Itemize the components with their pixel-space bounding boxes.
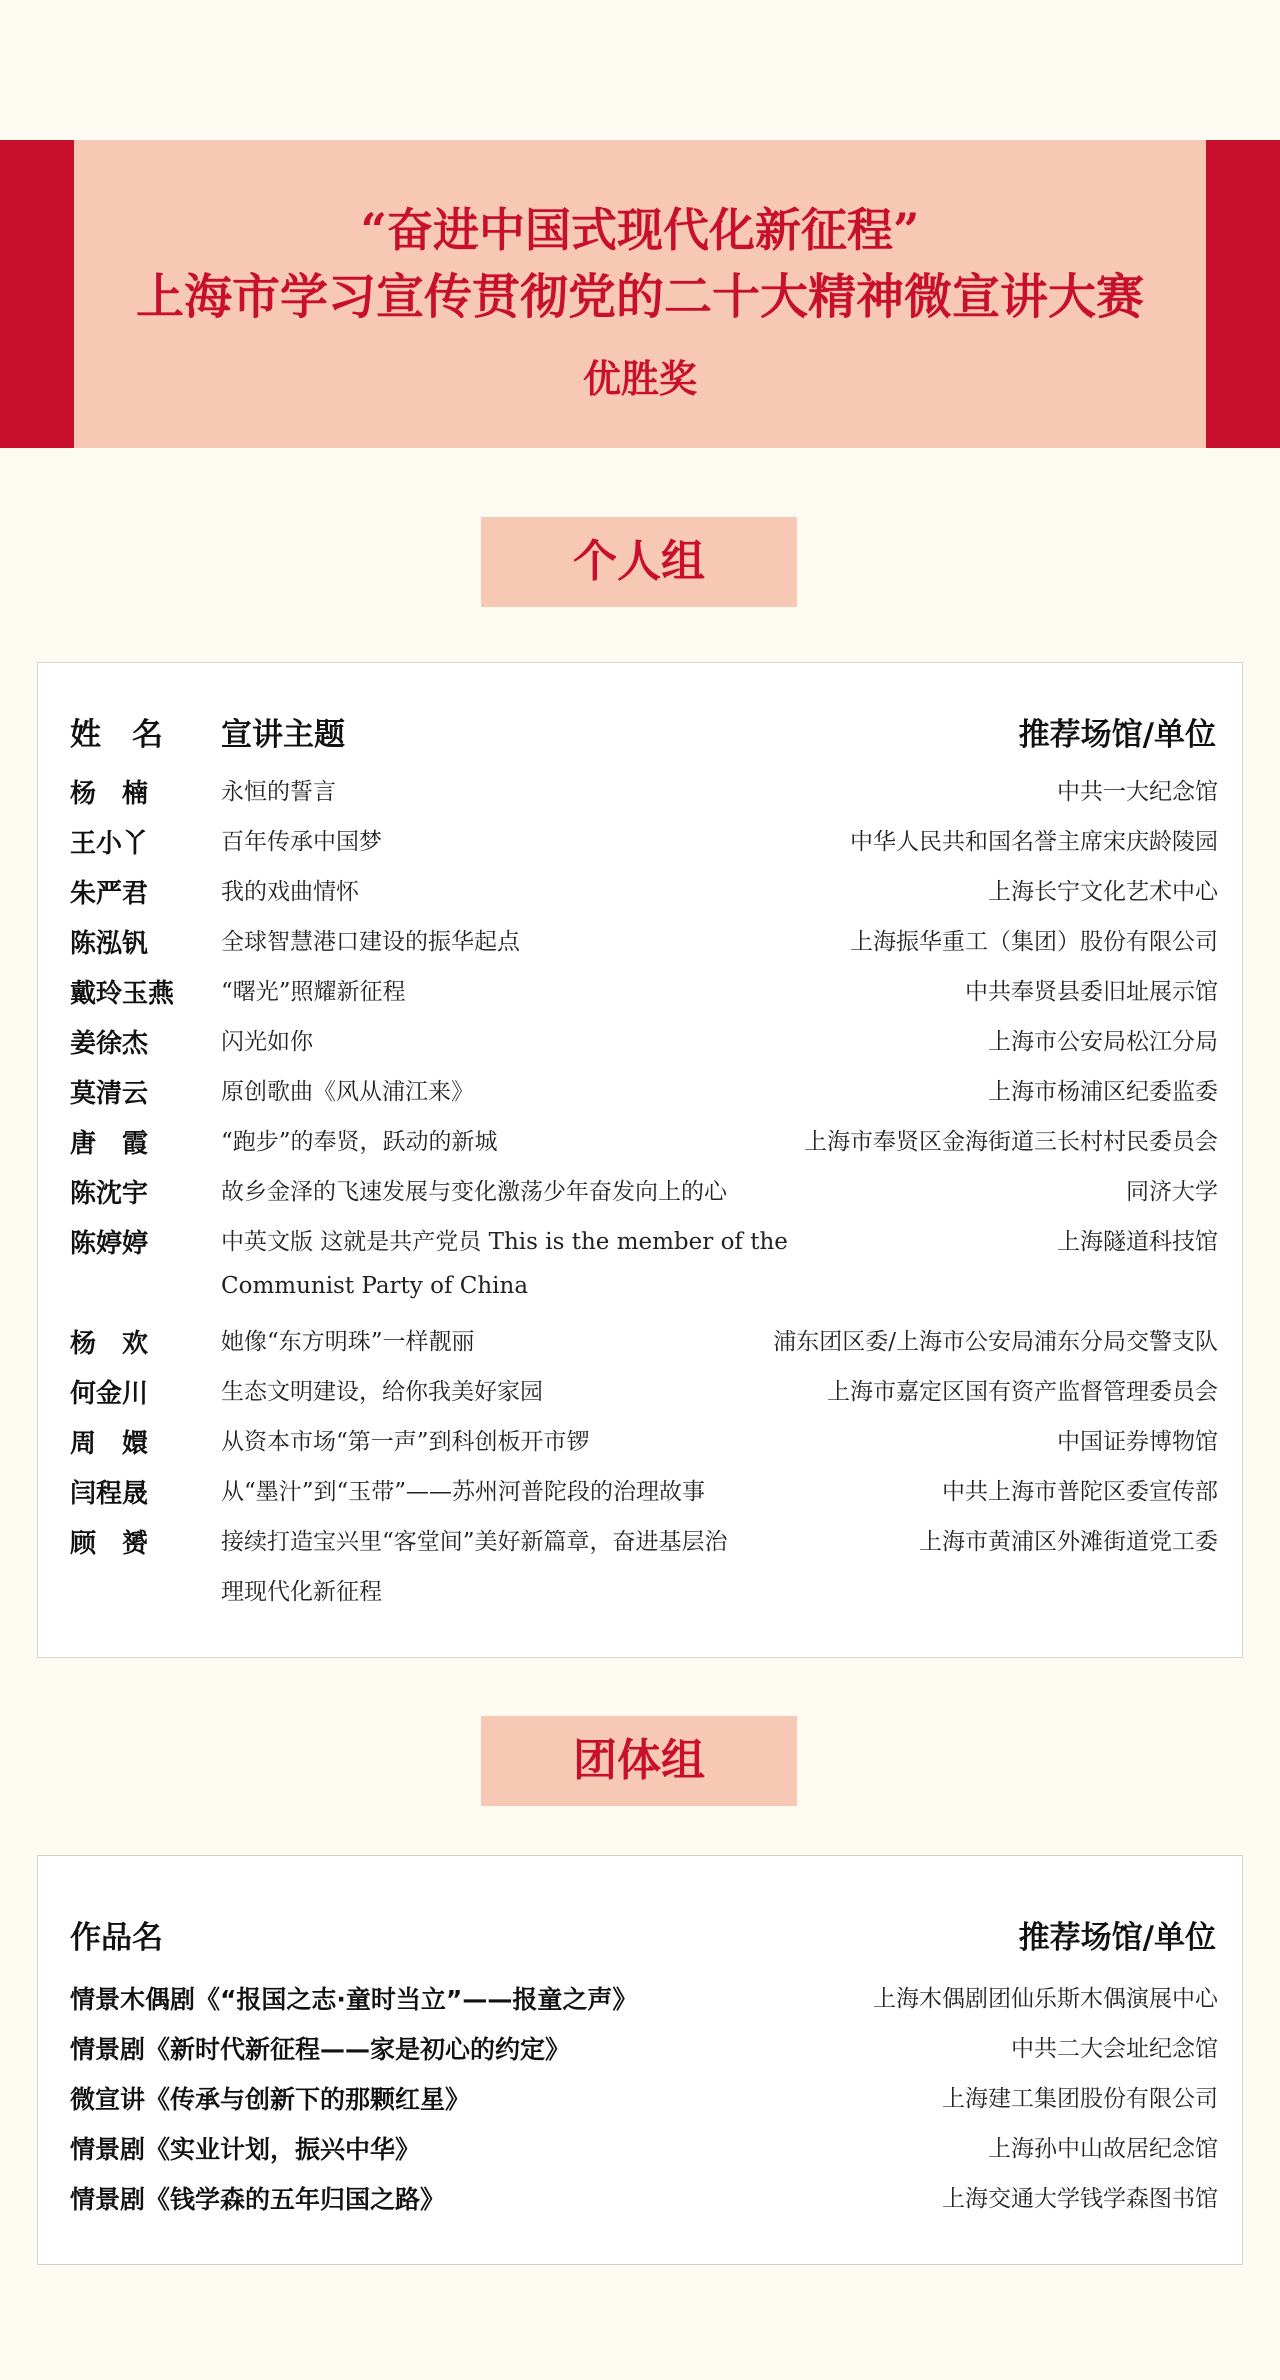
table-row xyxy=(38,1423,1244,1463)
row-name: 杨欢 xyxy=(70,1329,175,1359)
row-topic: 全球智慧港口建设的振华起点 xyxy=(221,929,520,955)
table-row xyxy=(38,1073,1244,1113)
row-topic: 闪光如你 xyxy=(221,1029,313,1055)
individual-panel xyxy=(37,662,1243,1658)
row-work: 情景剧《钱学森的五年归国之路》 xyxy=(70,2185,446,2214)
table-row xyxy=(38,1523,1244,1613)
row-unit: 上海孙中山故居纪念馆 xyxy=(988,2136,1218,2162)
row-work: 情景木偶剧《“报国之志·童时当立”——报童之声》 xyxy=(70,1985,638,2014)
table-row xyxy=(38,1373,1244,1413)
row-unit: 同济大学 xyxy=(1126,1179,1218,1205)
table-row xyxy=(38,1123,1244,1163)
row-topic: 从资本市场“第一声”到科创板开市锣 xyxy=(221,1429,590,1455)
row-name: 戴玲玉燕 xyxy=(70,979,175,1009)
row-unit: 中国证券博物馆 xyxy=(1057,1429,1218,1455)
row-unit: 上海交通大学钱学森图书馆 xyxy=(942,2186,1218,2212)
row-name: 何金川 xyxy=(70,1379,149,1409)
table-row xyxy=(38,1473,1244,1513)
table-row xyxy=(38,1223,1244,1313)
group-section-label: 团体组 xyxy=(481,1716,797,1806)
row-name: 陈婷婷 xyxy=(70,1229,149,1259)
award-title: 优胜奖 xyxy=(582,356,697,401)
row-topic: 生态文明建设，给你我美好家园 xyxy=(221,1379,543,1405)
table-row xyxy=(38,973,1244,1013)
row-unit: 上海市奉贤区金海街道三长村村民委员会 xyxy=(804,1129,1218,1155)
row-name: 唐霞 xyxy=(70,1129,175,1159)
row-unit: 中共奉贤县委旧址展示馆 xyxy=(965,979,1218,1005)
row-name: 闫程晟 xyxy=(70,1479,149,1509)
row-work: 微宣讲《传承与创新下的那颗红星》 xyxy=(70,2085,471,2114)
table-row xyxy=(38,2130,1244,2170)
table-row xyxy=(38,823,1244,863)
row-topic: 原创歌曲《风从浦江来》 xyxy=(221,1079,474,1105)
row-topic: “曙光”照耀新征程 xyxy=(221,979,406,1005)
table-row xyxy=(38,1980,1244,2020)
table-row xyxy=(38,1023,1244,1063)
table-row xyxy=(38,2080,1244,2120)
row-topic: 我的戏曲情怀 xyxy=(221,879,359,905)
column-header-name: 姓 名 xyxy=(70,717,163,753)
title-line-2: 上海市学习宣传贯彻党的二十大精神微宣讲大赛 xyxy=(135,269,1144,325)
row-topic: 永恒的誓言 xyxy=(221,779,336,805)
title-line-1: “奋进中国式现代化新征程” xyxy=(360,203,920,257)
row-name: 顾赟 xyxy=(70,1529,175,1559)
row-work: 情景剧《新时代新征程——家是初心的约定》 xyxy=(70,2035,571,2064)
row-topic-continued: 理现代化新征程 xyxy=(221,1579,382,1605)
row-topic: 她像“东方明珠”一样靓丽 xyxy=(221,1329,475,1355)
row-unit: 上海市公安局松江分局 xyxy=(988,1029,1218,1055)
row-name: 姜徐杰 xyxy=(70,1029,149,1059)
row-work: 情景剧《实业计划，振兴中华》 xyxy=(70,2135,421,2164)
table-row xyxy=(38,2180,1244,2220)
table-row xyxy=(38,2030,1244,2070)
row-topic: 中英文版 这就是共产党员 This is the member of the xyxy=(221,1229,788,1255)
group-panel xyxy=(37,1855,1243,2265)
row-unit: 上海木偶剧团仙乐斯木偶演展中心 xyxy=(873,1986,1218,2012)
row-name: 陈泓钒 xyxy=(70,929,149,959)
row-topic-continued: Communist Party of China xyxy=(221,1273,529,1299)
row-topic: 百年传承中国梦 xyxy=(221,829,382,855)
row-unit: 上海市杨浦区纪委监委 xyxy=(988,1079,1218,1105)
table-row xyxy=(38,1173,1244,1213)
row-name: 周嬛 xyxy=(70,1429,175,1459)
row-topic: 故乡金泽的飞速发展与变化激荡少年奋发向上的心 xyxy=(221,1179,727,1205)
individual-group-label: 个人组 xyxy=(481,517,797,607)
row-name: 杨楠 xyxy=(70,779,175,809)
table-row xyxy=(38,923,1244,963)
row-name: 陈沈宇 xyxy=(70,1179,149,1209)
title-banner xyxy=(0,140,1280,448)
row-unit: 中共上海市普陀区委宣传部 xyxy=(942,1479,1218,1505)
row-unit: 上海振华重工（集团）股份有限公司 xyxy=(850,929,1218,955)
column-header-unit: 推荐场馆/单位 xyxy=(1018,717,1216,753)
row-unit: 上海长宁文化艺术中心 xyxy=(988,879,1218,905)
row-topic: 接续打造宝兴里“客堂间”美好新篇章，奋进基层治 xyxy=(221,1529,728,1555)
table-row xyxy=(38,1323,1244,1363)
row-topic: “跑步”的奉贤，跃动的新城 xyxy=(221,1129,498,1155)
table-row xyxy=(38,773,1244,813)
row-unit: 中华人民共和国名誉主席宋庆龄陵园 xyxy=(850,829,1218,855)
row-name: 朱严君 xyxy=(70,879,149,909)
row-name: 莫清云 xyxy=(70,1079,149,1109)
row-topic: 从“墨汁”到“玉带”——苏州河普陀段的治理故事 xyxy=(221,1479,706,1505)
row-unit: 上海市黄浦区外滩街道党工委 xyxy=(919,1529,1218,1555)
row-unit: 上海建工集团股份有限公司 xyxy=(942,2086,1218,2112)
row-unit: 上海市嘉定区国有资产监督管理委员会 xyxy=(827,1379,1218,1405)
table-row xyxy=(38,873,1244,913)
row-unit: 上海隧道科技馆 xyxy=(1057,1229,1218,1255)
row-name: 王小丫 xyxy=(70,829,149,859)
column-header-work: 作品名 xyxy=(70,1920,163,1956)
column-header-unit: 推荐场馆/单位 xyxy=(1018,1920,1216,1956)
row-unit: 浦东团区委/上海市公安局浦东分局交警支队 xyxy=(773,1329,1218,1355)
row-unit: 中共二大会址纪念馆 xyxy=(1011,2036,1218,2062)
row-unit: 中共一大纪念馆 xyxy=(1057,779,1218,805)
column-header-topic: 宣讲主题 xyxy=(221,717,345,753)
